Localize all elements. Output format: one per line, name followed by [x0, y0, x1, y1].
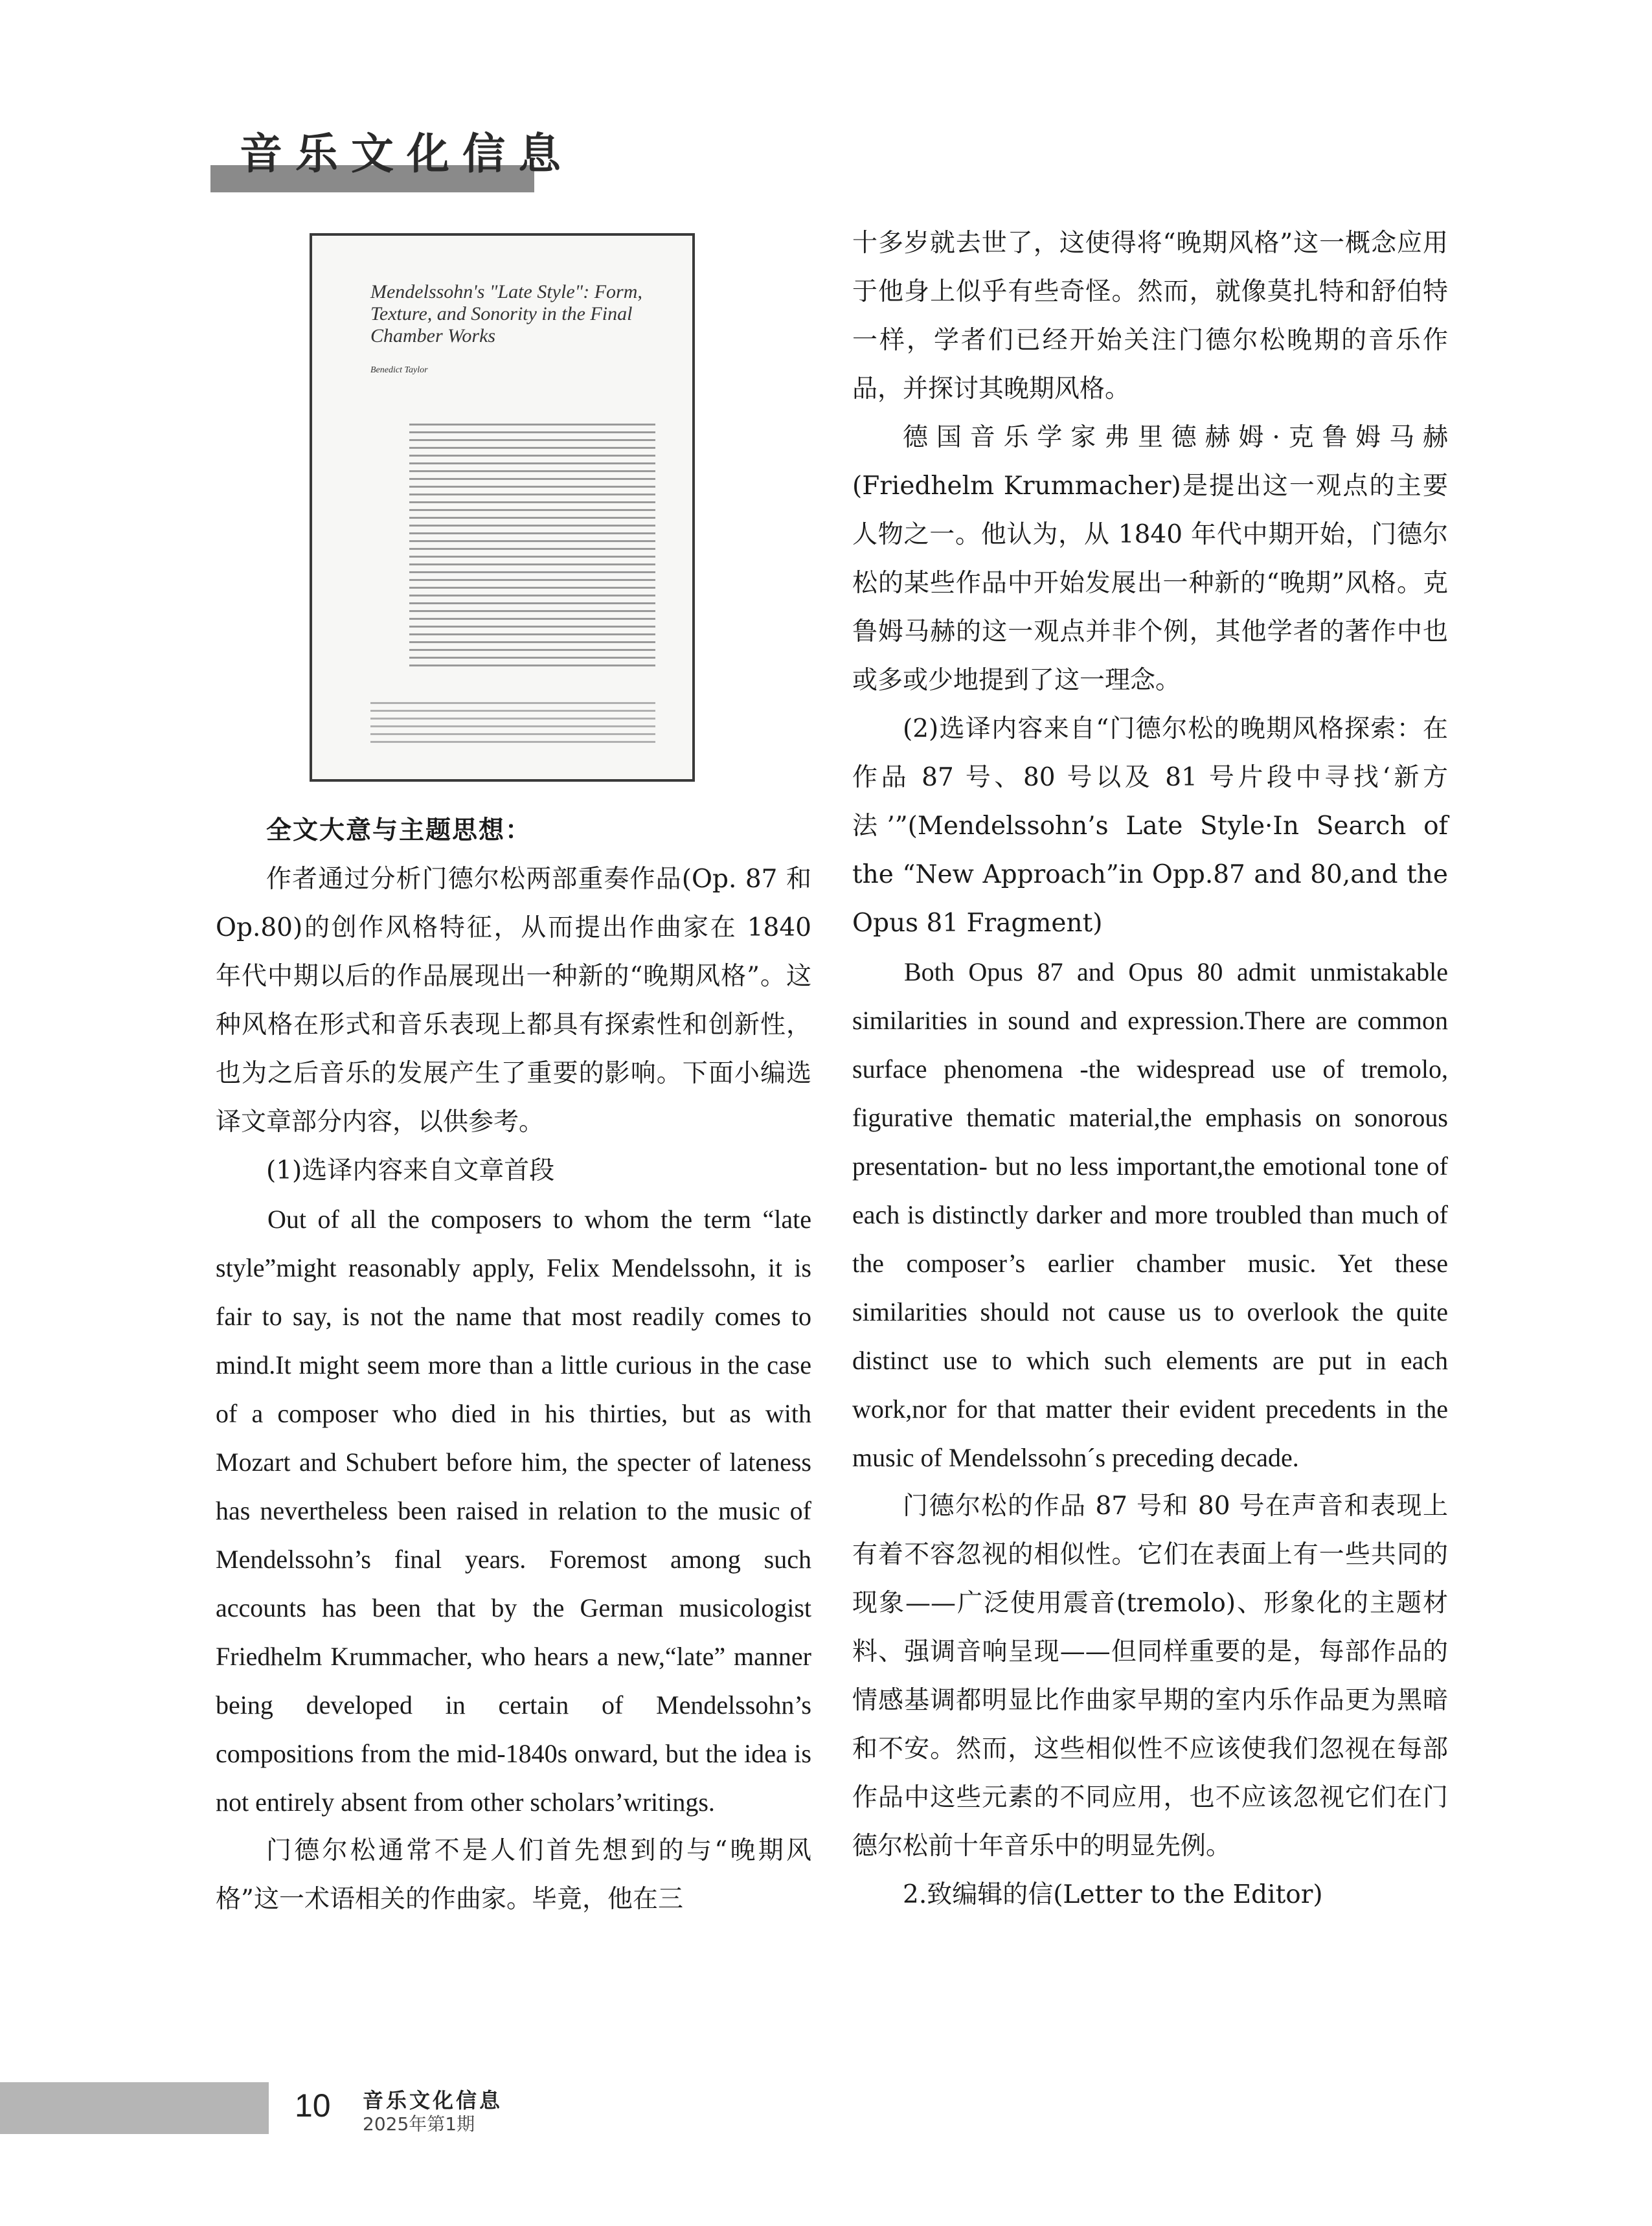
page-number: 10 — [295, 2087, 331, 2124]
section-title: 音乐文化信息 — [240, 129, 574, 179]
cover-footnote — [370, 702, 655, 749]
summary-heading: 全文大意与主题思想： — [266, 816, 532, 845]
right-column — [852, 219, 1448, 1919]
translation-paragraph-1: 门德尔松通常不是人们首先想到的与“晚期风格”这一术语相关的作曲家。毕竟，他在三 — [216, 1836, 811, 1914]
excerpt-label-1: (1)选译内容来自文章首段 — [266, 1156, 555, 1185]
cover-abstract-text — [409, 424, 655, 672]
footer-issue: 2025年第1期 — [363, 2113, 475, 2135]
footer-bar — [0, 2082, 269, 2134]
footer-journal-name: 音乐文化信息 — [363, 2088, 503, 2113]
cover-author: Benedict Taylor — [370, 365, 428, 375]
section-2-heading: 2.致编辑的信(Letter to the Editor) — [903, 1880, 1323, 1909]
english-excerpt-2: Both Opus 87 and Opus 80 admit unmistakable similarities in sound and expression.There are common surface phenomena -the widespread use of tremolo, figurative thematic material,the emphasis on sonorous presentation- but no less important,the emotional tone of each is distinctly darker and more troubled than much of the composer’s earlier chamber music. Yet these similarities should not cause us to overlook the quite distinct use to which such elements are put in each work,nor for that matter their evident precedents in the music of Mendelssohn´s preceding decade. — [852, 957, 1448, 1472]
english-excerpt-1: Out of all the composers to whom the term “late style”might reasonably apply, Felix Mendelssohn, it is fair to say, is not the name that most readily comes to mind.It might seem more than a little curious in the case of a composer who died in his thirties, but as with Mozart and Schubert before him, the specter of lateness has nevertheless been raised in relation to the music of Mendelssohn’s final years. Foremost among such accounts has been that by the German musicologist Friedhelm Krummacher, who hears a new,“late” manner being developed in certain of Mendelssohn’s compositions from the mid-1840s onward, but the idea is not entirely absent from other scholars’writings. — [216, 1205, 811, 1817]
left-column — [216, 806, 811, 1924]
cover-title: Mendelssohn's "Late Style": Form, Texture, and Sonority in the Final Chamber Works — [370, 281, 642, 346]
translation-paragraph-2: 德国音乐学家弗里德赫姆·克鲁姆马赫(Friedhelm Krummacher)是提出这一观点的主要人物之一。他认为，从 1840 年代中期开始，门德尔松的某些作品中开始发展出一种新的“晚期”风格。克鲁姆马赫的这一观点并非个例，其他学者的著作中也或多或少地提到了这一理念。 — [852, 423, 1448, 695]
article-cover-image — [310, 233, 695, 782]
translation-paragraph-3: 门德尔松的作品 87 号和 80 号在声音和表现上有着不容忽视的相似性。它们在表面上有一些共同的现象——广泛使用震音(tremolo)、形象化的主题材料、强调音响呈现——但同样重要的是，每部作品的情感基调都明显比作曲家早期的室内乐作品更为黑暗和不安。然而，这些相似性不应该使我们忽视在每部作品中这些元素的不同应用，也不应该忽视它们在门德尔松前十年音乐中的明显先例。 — [852, 1492, 1448, 1861]
translation-paragraph-1-cont: 十多岁就去世了，这使得将“晚期风格”这一概念应用于他身上似乎有些奇怪。然而，就像莫扎特和舒伯特一样，学者们已经开始关注门德尔松晚期的音乐作品，并探讨其晚期风格。 — [852, 229, 1448, 403]
summary-paragraph: 作者通过分析门德尔松两部重奏作品(Op. 87 和 Op.80)的创作风格特征，从而提出作曲家在 1840 年代中期以后的作品展现出一种新的“晚期风格”。这种风格在形式和音乐表现上都具有探索性和创新性，也为之后音乐的发展产生了重要的影响。下面小编选译文章部分内容，以供参考。 — [216, 865, 811, 1137]
excerpt-label-2: (2)选译内容来自“门德尔松的晚期风格探索：在作品 87 号、80 号以及 81 号片段中寻找‘新方法’”(Mendelssohn’s Late Style·In Search of the “New Approach”in Opp.87 and 80,and the Opus 81 Fragment) — [852, 714, 1448, 938]
